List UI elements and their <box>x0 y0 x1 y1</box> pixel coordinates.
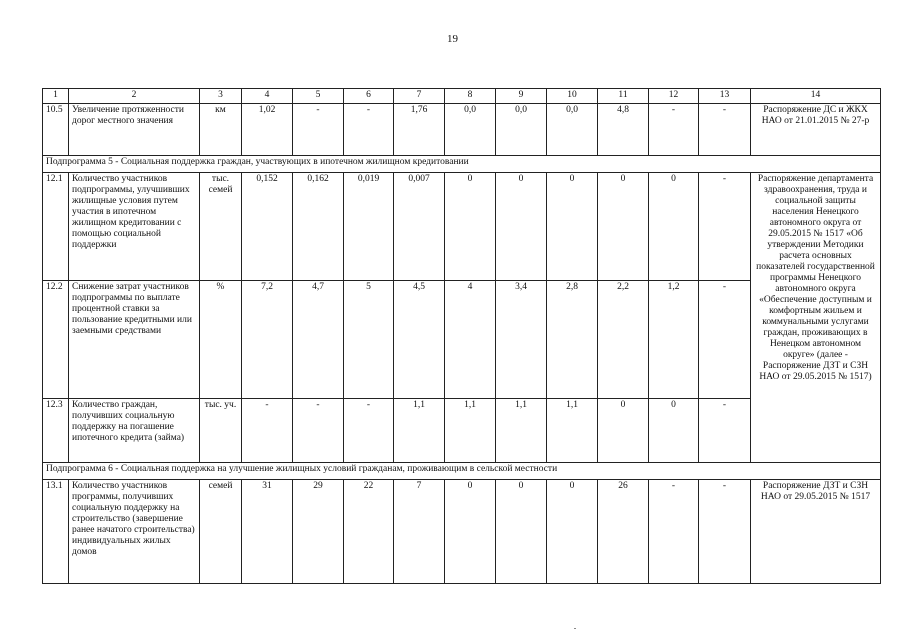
value-cell: 0 <box>649 399 699 463</box>
scan-speck <box>574 628 576 629</box>
value-cell: - <box>699 173 751 281</box>
header-cell: 10 <box>547 89 598 104</box>
value-cell: 0 <box>496 480 547 584</box>
header-row <box>43 89 881 104</box>
value-cell: 0 <box>445 173 496 281</box>
row-number: 12.3 <box>43 399 69 463</box>
source-document: Распоряжение ДЗТ и СЗН НАО от 29.05.2015 № 1517 <box>751 480 881 584</box>
value-cell: 0,0 <box>445 104 496 156</box>
header-cell: 11 <box>598 89 649 104</box>
source-document: Распоряжение департамента здравоохранения, труда и социальной защиты населения Ненецкого автономного округа от 29.05.2015 № 1517 «Об утверждении Методики расчета основных показателей государственной программы Ненецкого автономного округа «Обеспечение доступным и комфортным жильем и коммунальными услугами граждан, проживающих в Ненецком автономном округе» (далее - Распоряжение ДЗТ и СЗН НАО от 29.05.2015 № 1517) <box>751 173 881 463</box>
value-cell: 0 <box>598 399 649 463</box>
subprogram-row <box>43 463 881 480</box>
unit-cell: км <box>200 104 242 156</box>
header-cell: 13 <box>699 89 751 104</box>
indicator-name: Количество граждан, получивших социальную поддержку на погашение ипотечного кредита (займа) <box>69 399 200 463</box>
value-cell: 31 <box>242 480 293 584</box>
row-number: 10.5 <box>43 104 69 156</box>
value-cell: 7,2 <box>242 281 293 399</box>
subprogram-5-title: Подпрограмма 5 - Социальная поддержка граждан, участвующих в ипотечном жилищном кредитовании <box>43 156 881 173</box>
value-cell: 22 <box>344 480 394 584</box>
value-cell: 1,1 <box>445 399 496 463</box>
value-cell: 0 <box>445 480 496 584</box>
indicator-name: Количество участников подпрограммы, улучшивших жилищные условия путем участия в ипотечном жилищном кредитовании с помощью социальной поддержки <box>69 173 200 281</box>
value-cell: - <box>293 399 344 463</box>
value-cell: - <box>293 104 344 156</box>
indicators-table <box>42 88 881 584</box>
source-document: Распоряжение ДС и ЖКХ НАО от 21.01.2015 № 27-р <box>751 104 881 156</box>
value-cell: 0 <box>598 173 649 281</box>
indicator-name: Снижение затрат участников подпрограммы по выплате процентной ставки за пользование кредитными или заемными средствами <box>69 281 200 399</box>
indicator-name: Количество участников программы, получивших социальную поддержку на строительство (завершение ранее начатого строительства) индивидуальных жилых домов <box>69 480 200 584</box>
unit-cell: тыс. уч. <box>200 399 242 463</box>
header-cell: 14 <box>751 89 881 104</box>
value-cell: 4,7 <box>293 281 344 399</box>
value-cell: 1,76 <box>394 104 445 156</box>
header-cell: 6 <box>344 89 394 104</box>
header-cell: 2 <box>69 89 200 104</box>
subprogram-row <box>43 156 881 173</box>
subprogram-6-title: Подпрограмма 6 - Социальная поддержка на улучшение жилищных условий гражданам, проживающим в сельской местности <box>43 463 881 480</box>
value-cell: 2,8 <box>547 281 598 399</box>
value-cell: 0,007 <box>394 173 445 281</box>
value-cell: 0,152 <box>242 173 293 281</box>
row-number: 13.1 <box>43 480 69 584</box>
row-number: 12.2 <box>43 281 69 399</box>
value-cell: 0 <box>649 173 699 281</box>
value-cell: 7 <box>394 480 445 584</box>
indicator-name: Увеличение протяженности дорог местного значения <box>69 104 200 156</box>
value-cell: 1,1 <box>394 399 445 463</box>
table-row-12-1 <box>43 173 881 281</box>
header-cell: 8 <box>445 89 496 104</box>
table-row-13-1 <box>43 480 881 584</box>
page-number: 19 <box>447 33 458 45</box>
unit-cell: тыс. семей <box>200 173 242 281</box>
value-cell: - <box>242 399 293 463</box>
value-cell: 29 <box>293 480 344 584</box>
unit-cell: % <box>200 281 242 399</box>
unit-cell: семей <box>200 480 242 584</box>
value-cell: 1,1 <box>496 399 547 463</box>
table-row-10-5 <box>43 104 881 156</box>
value-cell: 0 <box>547 480 598 584</box>
value-cell: - <box>699 480 751 584</box>
value-cell: 0,0 <box>496 104 547 156</box>
value-cell: - <box>344 104 394 156</box>
header-cell: 4 <box>242 89 293 104</box>
value-cell: - <box>699 399 751 463</box>
value-cell: - <box>649 480 699 584</box>
value-cell: - <box>649 104 699 156</box>
header-cell: 5 <box>293 89 344 104</box>
value-cell: 0,019 <box>344 173 394 281</box>
value-cell: 0,162 <box>293 173 344 281</box>
header-cell: 9 <box>496 89 547 104</box>
value-cell: 4,5 <box>394 281 445 399</box>
value-cell: 4,8 <box>598 104 649 156</box>
value-cell: - <box>344 399 394 463</box>
value-cell: 1,2 <box>649 281 699 399</box>
value-cell: - <box>699 104 751 156</box>
value-cell: 1,1 <box>547 399 598 463</box>
value-cell: 5 <box>344 281 394 399</box>
value-cell: - <box>699 281 751 399</box>
value-cell: 1,02 <box>242 104 293 156</box>
row-number: 12.1 <box>43 173 69 281</box>
header-cell: 7 <box>394 89 445 104</box>
value-cell: 26 <box>598 480 649 584</box>
value-cell: 0,0 <box>547 104 598 156</box>
header-cell: 3 <box>200 89 242 104</box>
header-cell: 1 <box>43 89 69 104</box>
value-cell: 4 <box>445 281 496 399</box>
value-cell: 3,4 <box>496 281 547 399</box>
value-cell: 0 <box>496 173 547 281</box>
value-cell: 2,2 <box>598 281 649 399</box>
value-cell: 0 <box>547 173 598 281</box>
header-cell: 12 <box>649 89 699 104</box>
